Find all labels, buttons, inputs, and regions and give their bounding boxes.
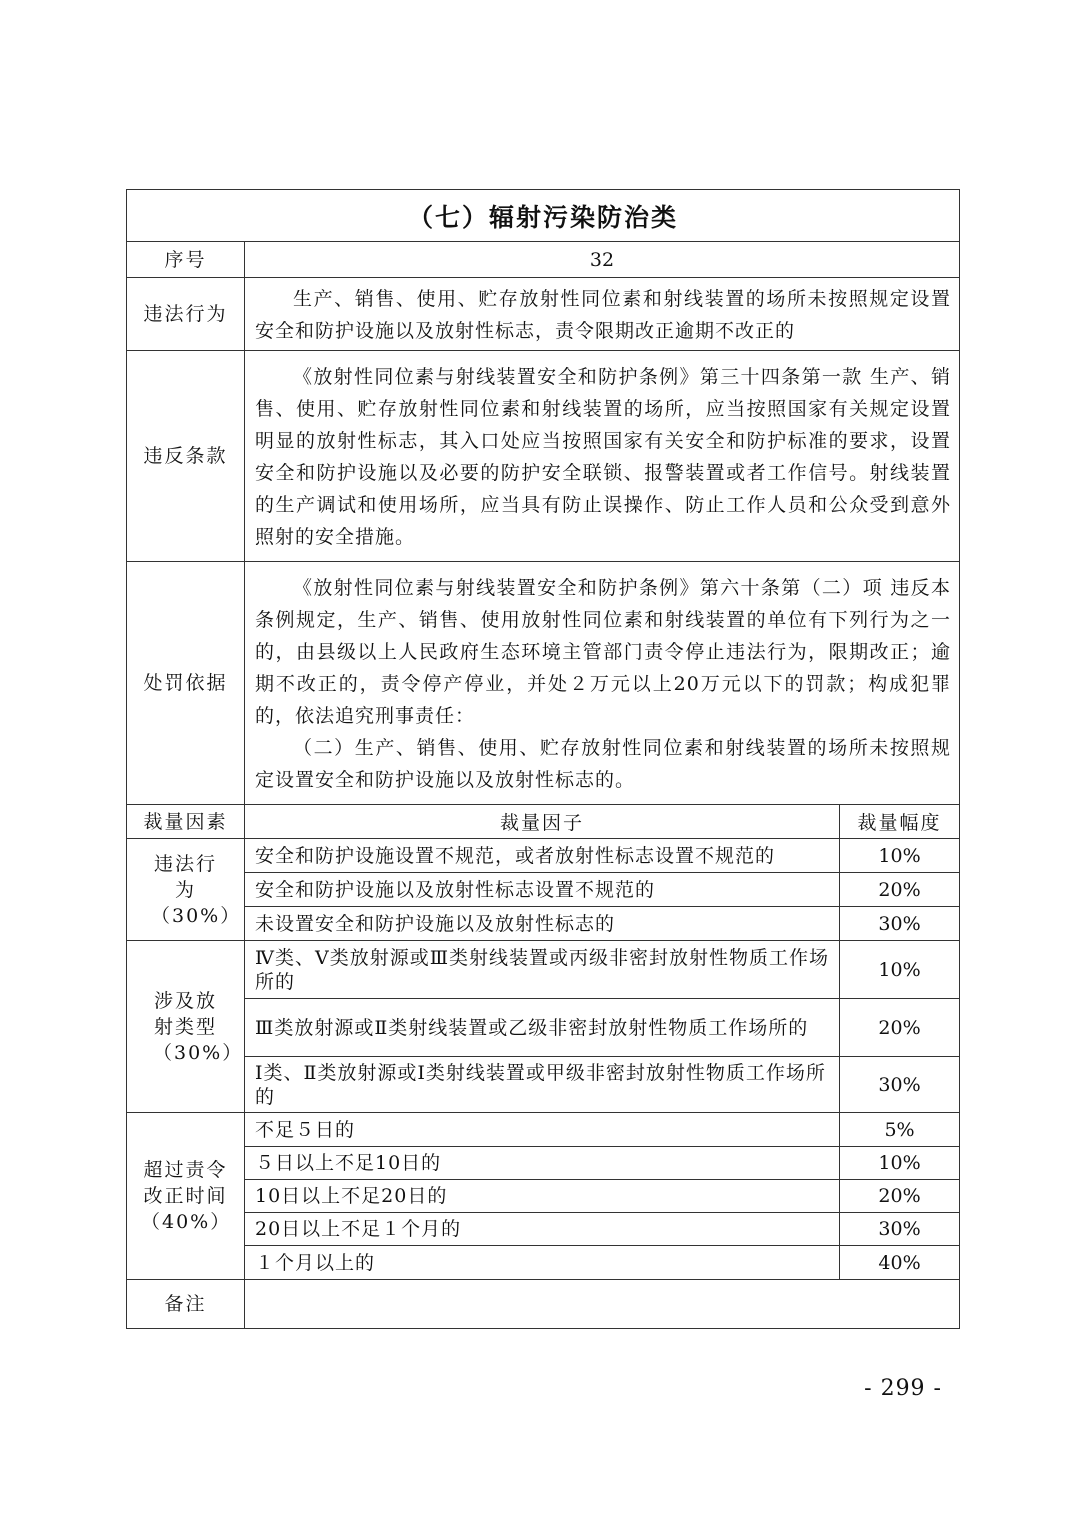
factor-row: ５日以上不足10日的	[245, 1147, 840, 1180]
violated-provision-text: 《放射性同位素与射线装置安全和防护条例》第三十四条第一款 生产、销售、使用、贮存放射性同位素和射线装置的场所，应当按照国家有关规定设置明显的放射性标志，其入口处应当按照国家有关安全和防护标准的要求，设置安全和防护设施以及必要的防护安全联锁、报警装置或者工作信号。射线装置的生产调试和使用场所，应当具有防止误操作、防止工作人员和公众受到意外照射的安全措施。	[255, 366, 952, 548]
range-value: 10%	[840, 1147, 960, 1180]
penalty-discretion-table	[126, 189, 960, 1329]
factor-row: 20日以上不足１个月的	[245, 1213, 840, 1246]
factor-row: Ⅲ类放射源或Ⅱ类射线装置或乙级非密封放射性物质工作场所的	[245, 999, 840, 1057]
factor-row: 未设置安全和防护设施以及放射性标志的	[245, 907, 840, 941]
violated-provision-cell	[245, 351, 960, 562]
range-value: 20%	[840, 873, 960, 907]
discretion-item-header: 裁量因子	[245, 805, 840, 839]
table-title: （七）辐射污染防治类	[127, 190, 960, 242]
range-value: 10%	[840, 839, 960, 873]
group-violation-label: 违法行为（30%）	[127, 839, 245, 941]
violation-text: 生产、销售、使用、贮存放射性同位素和射线装置的场所未按照规定设置安全和防护设施以及放射性标志，责令限期改正逾期不改正的	[255, 288, 952, 342]
page-number: - 299 -	[864, 1376, 942, 1401]
remarks-value	[245, 1280, 960, 1329]
range-value: 20%	[840, 999, 960, 1057]
factor-row: １个月以上的	[245, 1246, 840, 1280]
factor-row: Ⅳ类、Ⅴ类放射源或Ⅲ类射线装置或丙级非密封放射性物质工作场所的	[245, 941, 840, 999]
range-value: 20%	[840, 1180, 960, 1213]
penalty-basis-paragraph-1: 《放射性同位素与射线装置安全和防护条例》第六十条第（二）项 违反本条例规定，生产、销售、使用放射性同位素和射线装置的单位有下列行为之一的，由县级以上人民政府生态环境主管部门责令停止违法行为，限期改正；逾期不改正的，责令停产停业，并处２万元以上20万元以下的罚款；构成犯罪的，依法追究刑事责任：	[255, 577, 952, 727]
factor-row: 安全和防护设施设置不规范，或者放射性标志设置不规范的	[245, 839, 840, 873]
group-overdue-time-label: 超过责令改正时间（40%）	[127, 1113, 245, 1280]
remarks-label: 备注	[127, 1280, 245, 1329]
range-value: 5%	[840, 1113, 960, 1147]
range-value: 40%	[840, 1246, 960, 1280]
group-radiation-type-label: 涉及放射类型（30%）	[127, 941, 245, 1113]
factor-row: 安全和防护设施以及放射性标志设置不规范的	[245, 873, 840, 907]
range-value: 10%	[840, 941, 960, 999]
discretion-range-header: 裁量幅度	[840, 805, 960, 839]
factor-row: Ⅰ类、Ⅱ类放射源或Ⅰ类射线装置或甲级非密封放射性物质工作场所的	[245, 1057, 840, 1113]
range-value: 30%	[840, 1057, 960, 1113]
penalty-basis-paragraph-2: （二）生产、销售、使用、贮存放射性同位素和射线装置的场所未按照规定设置安全和防护设施以及放射性标志的。	[255, 737, 952, 791]
serial-value: 32	[245, 242, 960, 278]
factor-row: 10日以上不足20日的	[245, 1180, 840, 1213]
violated-provision-label: 违反条款	[127, 351, 245, 562]
range-value: 30%	[840, 1213, 960, 1246]
penalty-basis-label: 处罚依据	[127, 562, 245, 805]
violation-cell	[245, 278, 960, 351]
discretion-factor-header: 裁量因素	[127, 805, 245, 839]
serial-label: 序号	[127, 242, 245, 278]
violation-label: 违法行为	[127, 278, 245, 351]
penalty-basis-cell	[245, 562, 960, 805]
factor-row: 不足５日的	[245, 1113, 840, 1147]
range-value: 30%	[840, 907, 960, 941]
